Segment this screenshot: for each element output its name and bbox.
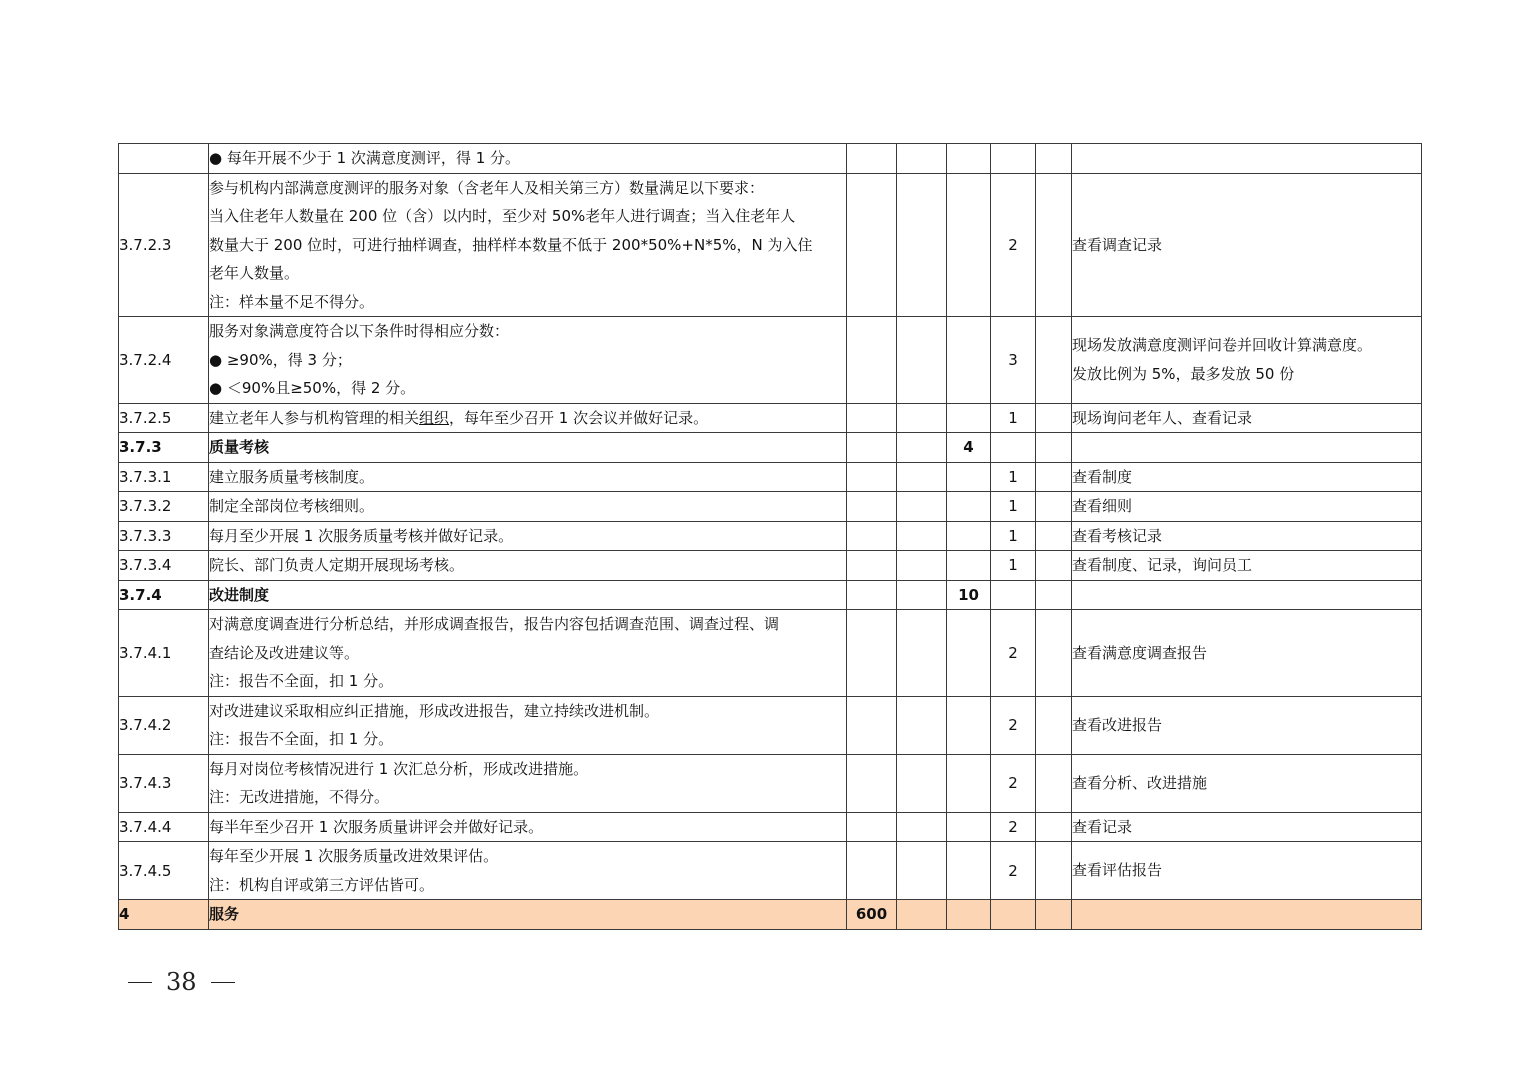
assessment-method-line: 查看改进报告: [1072, 715, 1163, 734]
assessment-method-cell: [1072, 551, 1422, 581]
total-score-cell: [847, 403, 897, 433]
item-score-cell: 1: [991, 462, 1036, 492]
table-row: [119, 812, 1422, 842]
assessment-method-line: 现场发放满意度测评问卷并回收计算满意度。: [1072, 336, 1373, 355]
requirement-cell: [209, 144, 847, 174]
score-col2-cell: [897, 492, 947, 522]
assessment-method-cell: [1072, 696, 1422, 754]
subtotal-score-cell: [947, 492, 991, 522]
requirement-line: 制定全部岗位考核细则。: [209, 497, 375, 515]
item-score-cell: 2: [991, 696, 1036, 754]
assessment-method-cell: [1072, 842, 1422, 900]
item-score-cell: 1: [991, 551, 1036, 581]
item-number-cell: 3.7.3.1: [119, 462, 209, 492]
score-col2-cell: [897, 812, 947, 842]
requirement-cell: [209, 551, 847, 581]
subtotal-score-cell: 4: [947, 433, 991, 463]
requirement-cell: [209, 812, 847, 842]
subtotal-score-cell: [947, 610, 991, 697]
assessment-method-line: 查看考核记录: [1072, 526, 1163, 545]
requirement-cell: [209, 754, 847, 812]
item-score-cell: 2: [991, 173, 1036, 317]
requirement-cell: [209, 403, 847, 433]
subtotal-score-cell: 10: [947, 580, 991, 610]
requirement-line: 参与机构内部满意度测评的服务对象（含老年人及相关第三方）数量满足以下要求：: [209, 178, 765, 197]
item-score-cell: [991, 433, 1036, 463]
requirement-cell: [209, 610, 847, 697]
subtotal-score-cell: [947, 462, 991, 492]
item-number-cell: 3.7.3.4: [119, 551, 209, 581]
item-number-cell: 3.7.2.3: [119, 173, 209, 317]
assessment-method-line: 查看细则: [1072, 497, 1133, 515]
assessment-method-line: 现场询问老年人、查看记录: [1072, 408, 1253, 427]
total-score-cell: [847, 433, 897, 463]
assessment-method-line: 查看分析、改进措施: [1072, 773, 1208, 792]
assessment-method-cell: [1072, 900, 1422, 930]
score-col5-cell: [1036, 492, 1072, 522]
table-row: [119, 754, 1422, 812]
item-score-cell: [991, 900, 1036, 930]
requirement-line: 院长、部门负责人定期开展现场考核。: [209, 556, 465, 574]
item-number-cell: 3.7.2.4: [119, 317, 209, 404]
total-score-cell: [847, 754, 897, 812]
score-col5-cell: [1036, 144, 1072, 174]
assessment-method-cell: [1072, 610, 1422, 697]
item-score-cell: 1: [991, 403, 1036, 433]
assessment-method-cell: [1072, 144, 1422, 174]
assessment-method-line: 查看记录: [1072, 817, 1133, 836]
table-row: [119, 492, 1422, 522]
page-dash-right: [211, 982, 235, 983]
page-dash-left: [128, 982, 152, 983]
assessment-method-cell: [1072, 403, 1422, 433]
score-col5-cell: [1036, 754, 1072, 812]
score-col2-cell: [897, 317, 947, 404]
item-score-cell: [991, 144, 1036, 174]
score-col5-cell: [1036, 900, 1072, 930]
score-col5-cell: [1036, 551, 1072, 581]
requirement-line: 数量大于 200 位时，可进行抽样调查，抽样样本数量不低于 200*50%+N*5%，N 为入住: [209, 235, 813, 254]
assessment-method-line: 查看评估报告: [1072, 861, 1163, 880]
item-number-cell: 3.7.4.5: [119, 842, 209, 900]
item-number-cell: 3.7.4.3: [119, 754, 209, 812]
assessment-method-cell: [1072, 173, 1422, 317]
requirement-line: 对满意度调查进行分析总结，并形成调查报告，报告内容包括调查范围、调查过程、调: [209, 615, 780, 633]
requirement-line: 查结论及改进建议等。: [209, 643, 360, 662]
item-score-cell: 2: [991, 610, 1036, 697]
table-row: [119, 433, 1422, 463]
total-score-cell: [847, 812, 897, 842]
subtotal-score-cell: [947, 842, 991, 900]
score-col2-cell: [897, 521, 947, 551]
item-number-cell: 3.7.3.3: [119, 521, 209, 551]
requirement-line: ● 每年开展不少于 1 次满意度测评，得 1 分。: [209, 149, 521, 167]
table-row: [119, 317, 1422, 404]
score-col2-cell: [897, 842, 947, 900]
score-col5-cell: [1036, 521, 1072, 551]
score-col2-cell: [897, 403, 947, 433]
total-score-cell: [847, 610, 897, 697]
table-row: [119, 144, 1422, 174]
requirement-line: ● ≥90%，得 3 分；: [209, 350, 352, 369]
total-score-cell: [847, 462, 897, 492]
assessment-method-cell: [1072, 433, 1422, 463]
subtotal-score-cell: [947, 144, 991, 174]
subtotal-score-cell: [947, 551, 991, 581]
requirement-cell: [209, 492, 847, 522]
requirement-cell: [209, 580, 847, 610]
item-score-cell: 1: [991, 492, 1036, 522]
item-number-cell: 3.7.2.5: [119, 403, 209, 433]
item-score-cell: 2: [991, 812, 1036, 842]
item-score-cell: 1: [991, 521, 1036, 551]
requirement-line: 注：无改进措施，不得分。: [209, 788, 390, 806]
score-col5-cell: [1036, 610, 1072, 697]
item-number-cell: 3.7.3: [119, 433, 209, 463]
page-footer: [128, 968, 235, 996]
subtotal-score-cell: [947, 521, 991, 551]
score-col2-cell: [897, 173, 947, 317]
table-row: [119, 696, 1422, 754]
score-col5-cell: [1036, 696, 1072, 754]
item-number-cell: 3.7.4.2: [119, 696, 209, 754]
requirement-line: 老年人数量。: [209, 264, 300, 282]
requirement-line: 改进制度: [209, 585, 270, 604]
assessment-method-line: 查看制度: [1072, 467, 1133, 486]
requirement-line: 服务: [209, 905, 240, 923]
table-row: [119, 173, 1422, 317]
score-col5-cell: [1036, 173, 1072, 317]
score-col5-cell: [1036, 580, 1072, 610]
subtotal-score-cell: [947, 403, 991, 433]
requirement-cell: [209, 317, 847, 404]
requirement-line: ● ＜90%且≥50%，得 2 分。: [209, 379, 416, 397]
score-col5-cell: [1036, 317, 1072, 404]
requirement-line: 建立老年人参与机构管理的相关组织，每年至少召开 1 次会议并做好记录。: [209, 408, 709, 427]
subtotal-score-cell: [947, 173, 991, 317]
requirement-line: 每年至少开展 1 次服务质量改进效果评估。: [209, 847, 499, 865]
requirement-line: 注：报告不全面，扣 1 分。: [209, 672, 394, 690]
total-score-cell: [847, 317, 897, 404]
score-col2-cell: [897, 696, 947, 754]
score-col5-cell: [1036, 403, 1072, 433]
assessment-method-line: 查看调查记录: [1072, 235, 1163, 254]
item-number-cell: 3.7.4.4: [119, 812, 209, 842]
total-score-cell: [847, 580, 897, 610]
assessment-method-cell: [1072, 317, 1422, 404]
assessment-method-line: 查看满意度调查报告: [1072, 643, 1208, 662]
item-number-cell: 3.7.4: [119, 580, 209, 610]
total-score-cell: [847, 696, 897, 754]
item-number-cell: 3.7.3.2: [119, 492, 209, 522]
table-row: [119, 610, 1422, 697]
requirement-line: 对改进建议采取相应纠正措施，形成改进报告，建立持续改进机制。: [209, 701, 660, 720]
requirement-line: 注：报告不全面，扣 1 分。: [209, 730, 394, 748]
assessment-method-cell: [1072, 580, 1422, 610]
score-col2-cell: [897, 144, 947, 174]
score-col2-cell: [897, 580, 947, 610]
underlined-term: 组织: [419, 408, 450, 427]
table-row: [119, 551, 1422, 581]
table-row: [119, 403, 1422, 433]
score-col5-cell: [1036, 462, 1072, 492]
total-score-cell: [847, 492, 897, 522]
table-row: [119, 580, 1422, 610]
table-body: [119, 144, 1422, 930]
requirement-cell: [209, 462, 847, 492]
requirement-cell: [209, 433, 847, 463]
requirement-line: 注：机构自评或第三方评估皆可。: [209, 875, 435, 894]
assessment-method-line: 查看制度、记录，询问员工: [1072, 556, 1253, 574]
requirement-line: 每月对岗位考核情况进行 1 次汇总分析，形成改进措施。: [209, 759, 589, 778]
requirement-cell: [209, 900, 847, 930]
total-score-cell: [847, 173, 897, 317]
score-col2-cell: [897, 900, 947, 930]
assessment-method-cell: [1072, 462, 1422, 492]
total-score-cell: [847, 521, 897, 551]
assessment-method-cell: [1072, 521, 1422, 551]
table-row: [119, 842, 1422, 900]
total-score-cell: [847, 842, 897, 900]
total-score-cell: [847, 144, 897, 174]
assessment-method-line: 发放比例为 5%，最多发放 50 份: [1072, 364, 1295, 383]
requirement-cell: [209, 173, 847, 317]
assessment-method-cell: [1072, 492, 1422, 522]
subtotal-score-cell: [947, 812, 991, 842]
total-score-cell: [847, 551, 897, 581]
item-score-cell: [991, 580, 1036, 610]
requirement-line: 当入住老年人数量在 200 位（含）以内时，至少对 50%老年人进行调查；当入住老年人: [209, 207, 796, 225]
score-col5-cell: [1036, 433, 1072, 463]
requirement-cell: [209, 842, 847, 900]
item-score-cell: 2: [991, 842, 1036, 900]
requirement-line: 注：样本量不足不得分。: [209, 292, 375, 311]
assessment-method-cell: [1072, 754, 1422, 812]
item-number-cell: 4: [119, 900, 209, 930]
table-row: [119, 521, 1422, 551]
score-col2-cell: [897, 551, 947, 581]
page-number: 38: [166, 968, 197, 996]
requirement-cell: [209, 696, 847, 754]
requirement-line: 质量考核: [209, 438, 270, 456]
total-score-cell: 600: [847, 900, 897, 930]
score-col2-cell: [897, 462, 947, 492]
evaluation-table: [118, 143, 1422, 930]
item-score-cell: 3: [991, 317, 1036, 404]
requirement-line: 每半年至少召开 1 次服务质量讲评会并做好记录。: [209, 817, 544, 836]
score-col2-cell: [897, 433, 947, 463]
subtotal-score-cell: [947, 754, 991, 812]
score-col5-cell: [1036, 812, 1072, 842]
subtotal-score-cell: [947, 900, 991, 930]
subtotal-score-cell: [947, 317, 991, 404]
item-score-cell: 2: [991, 754, 1036, 812]
score-col2-cell: [897, 754, 947, 812]
table-row: [119, 900, 1422, 930]
score-col2-cell: [897, 610, 947, 697]
item-number-cell: 3.7.4.1: [119, 610, 209, 697]
assessment-method-cell: [1072, 812, 1422, 842]
requirement-line: 建立服务质量考核制度。: [209, 467, 375, 486]
subtotal-score-cell: [947, 696, 991, 754]
requirement-cell: [209, 521, 847, 551]
score-col5-cell: [1036, 842, 1072, 900]
item-number-cell: [119, 144, 209, 174]
requirement-line: 服务对象满意度符合以下条件时得相应分数：: [209, 322, 510, 340]
table-row: [119, 462, 1422, 492]
requirement-line: 每月至少开展 1 次服务质量考核并做好记录。: [209, 526, 514, 545]
